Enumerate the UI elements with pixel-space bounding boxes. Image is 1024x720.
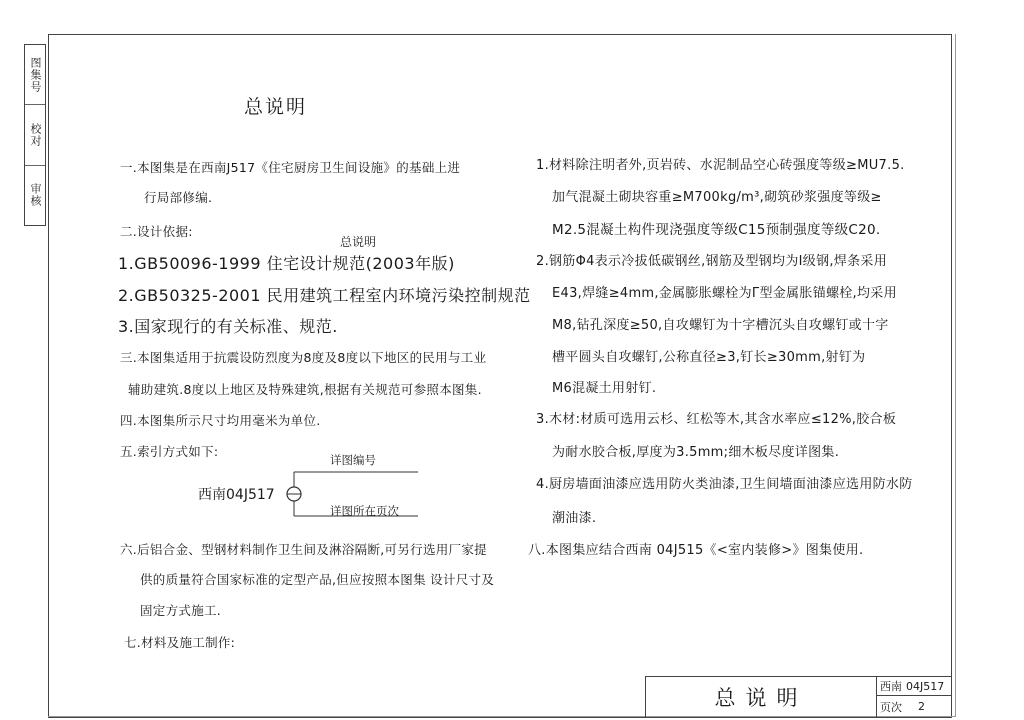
title-block	[645, 676, 951, 717]
note-line: M2.5混凝土构件现浇强度等级C15预制强度等级C20.	[552, 222, 881, 238]
note-line: E43,焊缝≥4mm,金属膨胀螺栓为Γ型金属胀锚螺栓,均采用	[552, 286, 897, 301]
detail-number-label: 详图编号	[330, 453, 376, 467]
note-line: 七.材料及施工制作:	[124, 635, 236, 650]
note-line: M8,钻孔深度≥50,自攻螺钉为十字槽沉头自攻螺钉或十字	[552, 318, 889, 333]
note-line: 潮油漆.	[552, 511, 597, 526]
page-number-value: 2	[918, 700, 925, 713]
note-line: 3.木材:材质可选用云杉、红松等木,其含水率应≤12%,胶合板	[536, 412, 897, 427]
side-stamp-cell: 校对	[25, 105, 45, 165]
note-line: 槽平圆头自攻螺钉,公称直径≥3,钉长≥30mm,射钉为	[552, 350, 866, 365]
note-line: 三.本图集适用于抗震设防烈度为8度及8度以下地区的民用与工业	[120, 350, 487, 365]
index-symbol-diagram	[190, 450, 430, 530]
note-line: 加气混凝土砌块容重≥M700kg/m³,砌筑砂浆强度等级≥	[552, 190, 882, 205]
note-line: 2.钢筋Φ4表示冷拔低碳钢丝,钢筋及型钢均为Ⅰ级钢,焊条采用	[536, 254, 888, 269]
side-stamp-cell: 审核	[29, 183, 42, 208]
note-line: 八.本图集应结合西南 04J515《<室内装修>》图集使用.	[528, 543, 864, 558]
note-line: 固定方式施工.	[140, 603, 222, 618]
note-line: 四.本图集所示尺寸均用毫米为单位.	[120, 413, 321, 428]
page-number-row	[877, 697, 951, 716]
atlas-number-value: 04J517	[906, 679, 945, 693]
page-heading: 总说明	[244, 96, 308, 118]
note-line: 辅助建筑.8度以上地区及特殊建筑,根据有关规范可参照本图集.	[128, 382, 482, 397]
side-stamp-cell: 图集号	[25, 45, 45, 105]
note-line: M6混凝土用射钉.	[552, 381, 657, 396]
caption: 总说明	[340, 235, 377, 249]
note-line: 1.材料除注明者外,页岩砖、水泥制品空心砖强度等级≥MU7.5.	[536, 158, 905, 173]
note-line: 二.设计依据:	[120, 224, 193, 239]
note-line: 4.厨房墙面油漆应选用防火类油漆,卫生间墙面油漆应选用防水防	[536, 477, 913, 492]
title-block-title: 总说明	[646, 677, 877, 717]
detail-page-label: 详图所在页次	[330, 504, 399, 518]
note-line: 1.GB50096-1999 住宅设计规范(2003年版)	[118, 254, 455, 273]
page-number-key: 页次	[880, 700, 902, 714]
note-line: 六.后铝合金、型钢材料制作卫生间及淋浴隔断,可另行选用厂家提	[120, 542, 487, 557]
note-line: 为耐水胶合板,厚度为3.5mm;细木板尽度详图集.	[552, 445, 840, 460]
note-line: 供的质量符合国家标准的定型产品,但应按照本图集 设计尺寸及	[140, 572, 495, 587]
atlas-number-row	[877, 677, 951, 696]
atlas-code: 西南04J517	[198, 487, 275, 503]
note-line: 一.本图集是在西南J517《住宅厨房卫生间设施》的基础上进	[120, 160, 461, 175]
frame-edge	[955, 34, 957, 716]
note-line: 2.GB50325-2001 民用建筑工程室内环境污染控制规范	[118, 286, 531, 305]
side-stamp-strip	[24, 44, 46, 226]
atlas-number-key: 西南	[880, 680, 902, 693]
note-line: 3.国家现行的有关标准、规范.	[118, 317, 338, 336]
note-line: 五.索引方式如下:	[120, 444, 219, 459]
note-line: 行局部修编.	[144, 190, 213, 205]
